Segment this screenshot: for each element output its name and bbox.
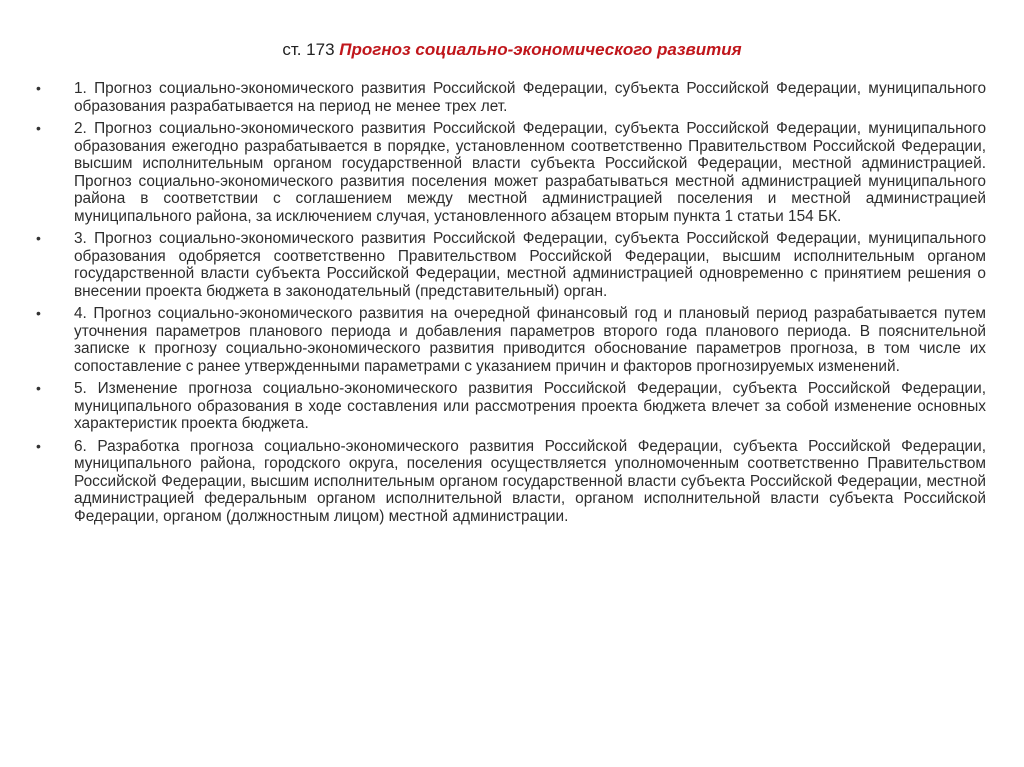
item-text: 5. Изменение прогноза социально-экономического развития Российской Федерации, субъекта Российской Федерации, муниципального образования в ходе составления или рассмотрения проекта бюджета влечет за собой изменение основных характеристик проекта бюджета.: [74, 380, 986, 432]
list-item: [36, 305, 986, 375]
bullet-icon: •: [36, 380, 41, 396]
list-item: [36, 230, 986, 300]
list-item: [36, 80, 986, 115]
list-item: [36, 120, 986, 225]
item-text: 3. Прогноз социально-экономического развития Российской Федерации, субъекта Российской Федерации, муниципального образования одобряется соответственно Правительством Российской Федерации, высшим исполнительным органом государственной власти субъекта Российской Федерации, местной администрацией одновременно с принятием решения о внесении проекта бюджета в законодательный (представительный) орган.: [74, 230, 986, 300]
bullet-icon: •: [36, 437, 41, 454]
article-heading: Прогноз социально-экономического развития: [339, 40, 742, 59]
provisions-list: [36, 80, 986, 530]
item-text: 6. Разработка прогноза социально-экономического развития Российской Федерации, субъекта Российской Федерации, муниципального района, городского округа, поселения осуществляется уполномоченным соответственно Правительством Российской Федерации, высшим исполнительным органом государственной власти субъекта Российской Федерации, местной администрацией федеральным органом исполнительной власти, органом исполнительной власти субъекта Российской Федерации, органом (должностным лицом) местной администрации.: [74, 437, 986, 525]
item-text: 1. Прогноз социально-экономического развития Российской Федерации, субъекта Российской Федерации, муниципального образования разрабатывается на период не менее трех лет.: [74, 80, 986, 115]
slide-title: [0, 40, 1024, 60]
item-text: 2. Прогноз социально-экономического развития Российской Федерации, субъекта Российской Федерации, муниципального образования ежегодно разрабатывается в порядке, установленном соответственно Правительством Российской Федерации, высшим исполнительным органом государственной власти субъекта Российской Федерации, местной администрацией. Прогноз социально-экономического развития поселения может разрабатываться местной администрацией муниципального района в соответствии с соглашением между местной администрацией поселения и местной администрацией муниципального района, за исключением случая, установленного абзацем вторым пункта 1 статьи 154 БК.: [74, 120, 986, 225]
bullet-icon: •: [36, 230, 41, 246]
list-item: [36, 380, 986, 433]
bullet-icon: •: [36, 80, 41, 96]
bullet-icon: •: [36, 120, 41, 136]
article-number: ст. 173: [282, 40, 335, 59]
item-text: 4. Прогноз социально-экономического развития на очередной финансовый год и плановый период разрабатывается путем уточнения параметров планового периода и добавления параметров второго года планового периода. В пояснительной записке к прогнозу социально-экономического развития приводится обоснование параметров прогноза, в том числе их сопоставление с ранее утвержденными параметрами с указанием причин и факторов прогнозируемых изменений.: [74, 305, 986, 375]
bullet-icon: •: [36, 305, 41, 321]
list-item: [36, 438, 986, 526]
